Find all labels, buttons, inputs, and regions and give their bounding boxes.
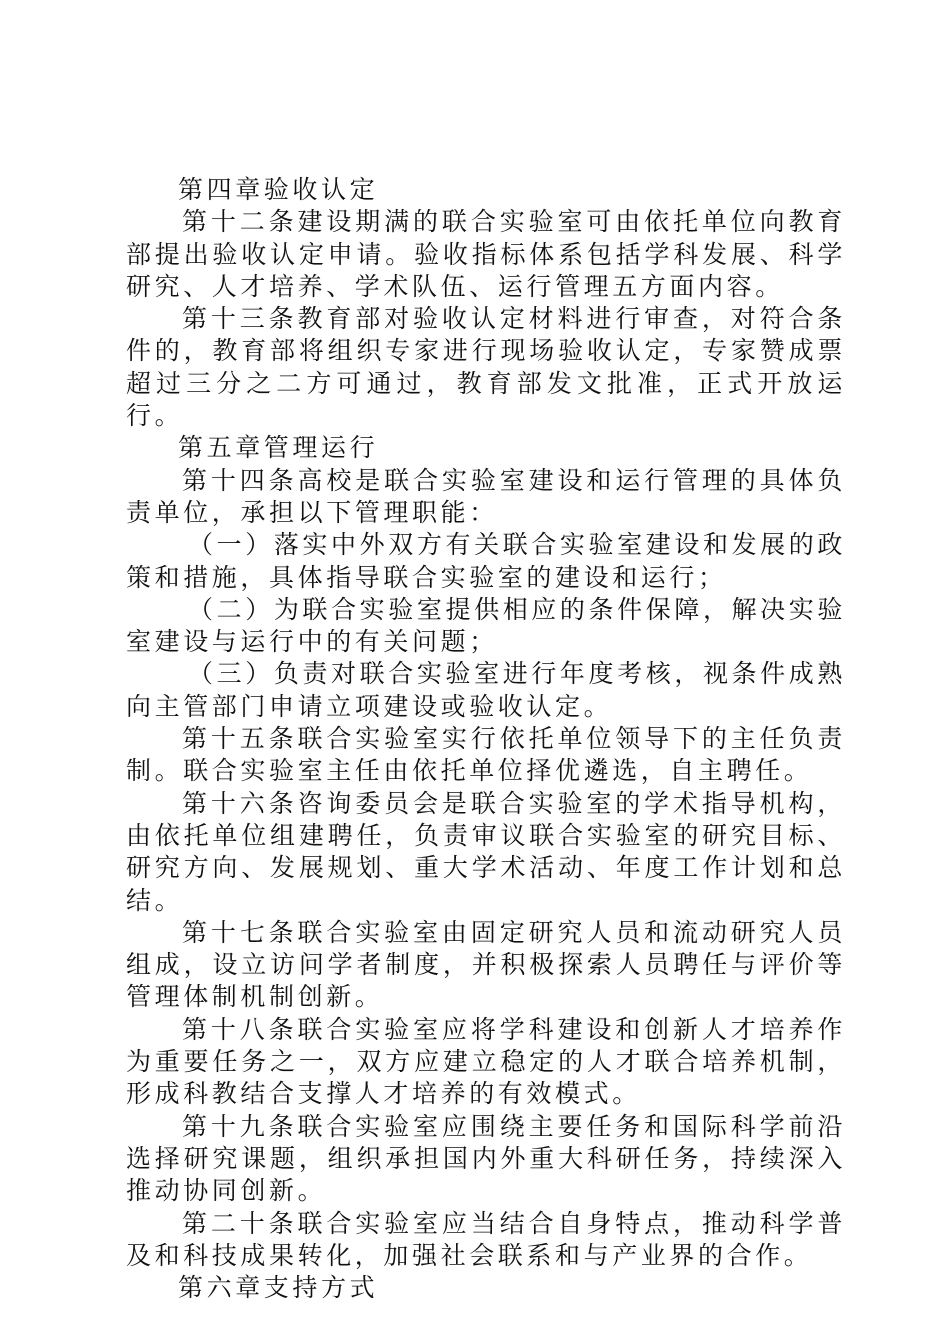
article-14-item-1: （一）落实中外双方有关联合实验室建设和发展的政策和措施，具体指导联合实验室的建设和运行； — [126, 530, 846, 592]
article-13: 第十三条教育部对验收认定材料进行审查，对符合条件的，教育部将组织专家进行现场验收认定，专家赞成票超过三分之二方可通过，教育部发文批准，正式开放运行。 — [126, 304, 846, 431]
chapter-heading-5: 第五章管理运行 — [178, 433, 379, 463]
article-14-item-2: （二）为联合实验室提供相应的条件保障，解决实验室建设与运行中的有关问题； — [126, 594, 846, 657]
article-14-item-3: （三）负责对联合实验室进行年度考核，视条件成熟向主管部门申请立项建设或验收认定。 — [126, 659, 846, 721]
article-19: 第十九条联合实验室应围绕主要任务和国际科学前沿选择研究课题，组织承担国内外重大科研任务，持续深入推动协同创新。 — [126, 1111, 846, 1206]
article-20: 第二十条联合实验室应当结合自身特点，推动科学普及和科技成果转化，加强社会联系和与产业界的合作。 — [126, 1208, 846, 1270]
document-body — [126, 174, 846, 1304]
article-16: 第十六条咨询委员会是联合实验室的学术指导机构，由依托单位组建聘任，负责审议联合实验室的研究目标、研究方向、发展规划、重大学术活动、年度工作计划和总结。 — [126, 788, 846, 915]
article-15: 第十五条联合实验室实行依托单位领导下的主任负责制。联合实验室主任由依托单位择优遴选，自主聘任。 — [126, 724, 846, 786]
article-18: 第十八条联合实验室应将学科建设和创新人才培养作为重要任务之一，双方应建立稳定的人才联合培养机制，形成科教结合支撑人才培养的有效模式。 — [126, 1014, 846, 1109]
article-14: 第十四条高校是联合实验室建设和运行管理的具体负责单位，承担以下管理职能： — [126, 465, 846, 527]
chapter-heading-6: 第六章支持方式 — [178, 1273, 379, 1303]
chapter-heading-4: 第四章验收认定 — [178, 175, 379, 204]
article-12: 第十二条建设期满的联合实验室可由依托单位向教育部提出验收认定申请。验收指标体系包括学科发展、科学研究、人才培养、学术队伍、运行管理五方面内容。 — [126, 207, 846, 301]
article-17: 第十七条联合实验室由固定研究人员和流动研究人员组成，设立访问学者制度，并积极探索人员聘任与评价等管理体制机制创新。 — [126, 917, 846, 1012]
